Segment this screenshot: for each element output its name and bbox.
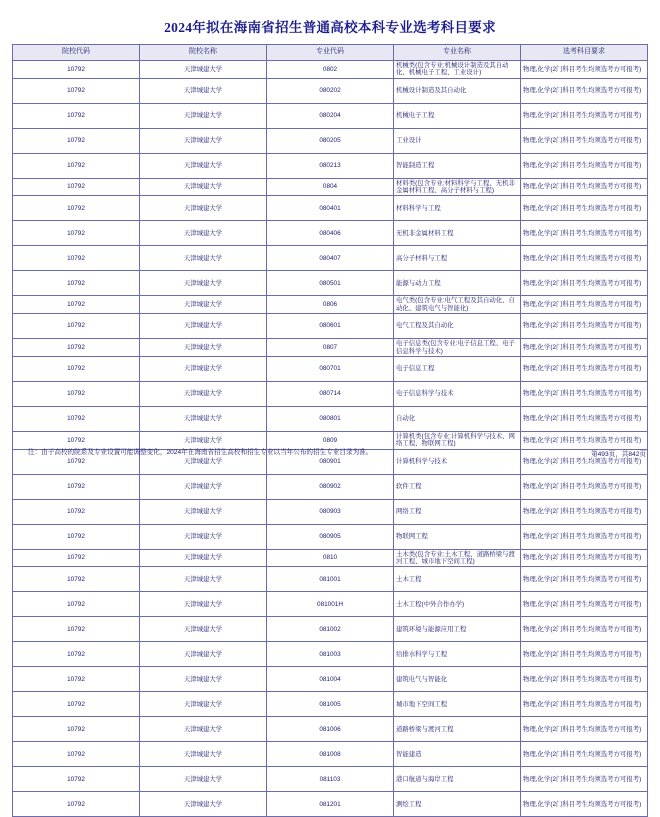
cell-major-name: 给排水科学与工程: [394, 642, 521, 667]
table-row: [13, 567, 648, 592]
cell-major-name: 电气工程及其自动化: [394, 314, 521, 339]
cell-major-code: 0802: [267, 61, 394, 79]
table-row: [13, 221, 648, 246]
cell-school-name: 天津城建大学: [140, 356, 267, 381]
cell-requirement: 物理,化学(2门科目考生均须选考方可报考): [521, 524, 648, 549]
cell-requirement: 物理,化学(2门科目考生均须选考方可报考): [521, 296, 648, 314]
cell-major-name: 能源与动力工程: [394, 271, 521, 296]
table-row: [13, 742, 648, 767]
cell-major-code: 080701: [267, 356, 394, 381]
cell-major-code: 080714: [267, 381, 394, 406]
cell-major-code: 080406: [267, 221, 394, 246]
cell-school-name: 天津城建大学: [140, 592, 267, 617]
cell-major-name: 物联网工程: [394, 524, 521, 549]
cell-major-name: 电子信息类(包含专业:电子信息工程、电子信息科学与技术): [394, 339, 521, 357]
table-row: [13, 474, 648, 499]
cell-school-name: 天津城建大学: [140, 449, 267, 474]
table-row: [13, 78, 648, 103]
cell-school-name: 天津城建大学: [140, 381, 267, 406]
cell-major-code: 080205: [267, 128, 394, 153]
cell-requirement: 物理,化学(2门科目考生均须选考方可报考): [521, 103, 648, 128]
cell-school-code: 10792: [13, 792, 140, 817]
page-title: 2024年拟在海南省招生普通高校本科专业选考科目要求: [164, 20, 496, 35]
cell-major-code: 080901: [267, 449, 394, 474]
cell-school-code: 10792: [13, 642, 140, 667]
cell-school-code: 10792: [13, 314, 140, 339]
cell-school-code: 10792: [13, 567, 140, 592]
cell-school-code: 10792: [13, 128, 140, 153]
table-row: [13, 617, 648, 642]
majors-table: [12, 44, 648, 817]
cell-school-name: 天津城建大学: [140, 246, 267, 271]
cell-major-code: 080601: [267, 314, 394, 339]
cell-major-name: 土木类(包含专业:土木工程、道路桥梁与渡河工程、城市地下空间工程): [394, 549, 521, 567]
col-major-code: 专业代码: [267, 45, 394, 61]
cell-school-name: 天津城建大学: [140, 549, 267, 567]
cell-major-code: 081001: [267, 567, 394, 592]
cell-major-name: 电子信息科学与技术: [394, 381, 521, 406]
table-row: [13, 356, 648, 381]
cell-requirement: 物理,化学(2门科目考生均须选考方可报考): [521, 742, 648, 767]
cell-major-name: 建筑环境与能源应用工程: [394, 617, 521, 642]
table-row: [13, 524, 648, 549]
cell-major-name: 机械设计制造及其自动化: [394, 78, 521, 103]
cell-requirement: 物理,化学(2门科目考生均须选考方可报考): [521, 406, 648, 431]
cell-major-name: 土木工程: [394, 567, 521, 592]
cell-major-name: 计算机类(包含专业:计算机科学与技术、网络工程、物联网工程): [394, 431, 521, 449]
cell-major-code: 080902: [267, 474, 394, 499]
cell-major-code: 081002: [267, 617, 394, 642]
table-row: [13, 642, 648, 667]
cell-school-code: 10792: [13, 742, 140, 767]
cell-school-code: 10792: [13, 692, 140, 717]
cell-school-name: 天津城建大学: [140, 339, 267, 357]
col-school-name: 院校名称: [140, 45, 267, 61]
cell-requirement: 物理,化学(2门科目考生均须选考方可报考): [521, 128, 648, 153]
table-row: [13, 767, 648, 792]
cell-school-name: 天津城建大学: [140, 499, 267, 524]
cell-requirement: 物理,化学(2门科目考生均须选考方可报考): [521, 431, 648, 449]
cell-school-code: 10792: [13, 196, 140, 221]
cell-requirement: 物理,化学(2门科目考生均须选考方可报考): [521, 474, 648, 499]
cell-school-name: 天津城建大学: [140, 567, 267, 592]
cell-major-code: 081006: [267, 717, 394, 742]
cell-requirement: 物理,化学(2门科目考生均须选考方可报考): [521, 61, 648, 79]
cell-requirement: 物理,化学(2门科目考生均须选考方可报考): [521, 153, 648, 178]
cell-school-name: 天津城建大学: [140, 524, 267, 549]
table-row: [13, 431, 648, 449]
cell-major-code: 0809: [267, 431, 394, 449]
table-row: [13, 153, 648, 178]
table-row: [13, 499, 648, 524]
cell-major-name: 电气类(包含专业:电气工程及其自动化、自动化、建筑电气与智能化): [394, 296, 521, 314]
cell-school-code: 10792: [13, 592, 140, 617]
table-row: [13, 246, 648, 271]
cell-school-name: 天津城建大学: [140, 692, 267, 717]
cell-school-name: 天津城建大学: [140, 717, 267, 742]
cell-major-name: 无机非金属材料工程: [394, 221, 521, 246]
table-row: [13, 128, 648, 153]
cell-school-code: 10792: [13, 449, 140, 474]
cell-school-name: 天津城建大学: [140, 431, 267, 449]
col-requirement: 选考科目要求: [521, 45, 648, 61]
table-row: [13, 792, 648, 817]
cell-requirement: 物理,化学(2门科目考生均须选考方可报考): [521, 667, 648, 692]
cell-requirement: 物理,化学(2门科目考生均须选考方可报考): [521, 246, 648, 271]
cell-major-name: 计算机科学与技术: [394, 449, 521, 474]
cell-school-name: 天津城建大学: [140, 792, 267, 817]
cell-school-code: 10792: [13, 767, 140, 792]
cell-school-code: 10792: [13, 296, 140, 314]
cell-school-name: 天津城建大学: [140, 667, 267, 692]
cell-school-code: 10792: [13, 499, 140, 524]
cell-school-name: 天津城建大学: [140, 314, 267, 339]
cell-school-code: 10792: [13, 221, 140, 246]
cell-major-name: 自动化: [394, 406, 521, 431]
table-row: [13, 196, 648, 221]
table-row: [13, 339, 648, 357]
cell-school-code: 10792: [13, 406, 140, 431]
cell-school-name: 天津城建大学: [140, 153, 267, 178]
cell-school-code: 10792: [13, 271, 140, 296]
cell-school-code: 10792: [13, 549, 140, 567]
cell-major-code: 080407: [267, 246, 394, 271]
cell-school-code: 10792: [13, 356, 140, 381]
cell-requirement: 物理,化学(2门科目考生均须选考方可报考): [521, 356, 648, 381]
cell-school-name: 天津城建大学: [140, 78, 267, 103]
cell-major-code: 080401: [267, 196, 394, 221]
cell-requirement: 物理,化学(2门科目考生均须选考方可报考): [521, 314, 648, 339]
cell-major-code: 081003: [267, 642, 394, 667]
cell-school-code: 10792: [13, 617, 140, 642]
cell-school-name: 天津城建大学: [140, 103, 267, 128]
cell-major-code: 080204: [267, 103, 394, 128]
cell-major-code: 0810: [267, 549, 394, 567]
cell-requirement: 物理,化学(2门科目考生均须选考方可报考): [521, 767, 648, 792]
cell-school-name: 天津城建大学: [140, 474, 267, 499]
cell-school-code: 10792: [13, 103, 140, 128]
cell-major-name: 电子信息工程: [394, 356, 521, 381]
cell-school-code: 10792: [13, 246, 140, 271]
table-row: [13, 296, 648, 314]
table-row: [13, 717, 648, 742]
cell-requirement: 物理,化学(2门科目考生均须选考方可报考): [521, 617, 648, 642]
cell-major-code: 080202: [267, 78, 394, 103]
cell-requirement: 物理,化学(2门科目考生均须选考方可报考): [521, 271, 648, 296]
table-row: [13, 61, 648, 79]
cell-school-name: 天津城建大学: [140, 767, 267, 792]
cell-major-code: 081005: [267, 692, 394, 717]
cell-school-code: 10792: [13, 667, 140, 692]
table-row: [13, 103, 648, 128]
cell-requirement: 物理,化学(2门科目考生均须选考方可报考): [521, 642, 648, 667]
cell-major-name: 城市地下空间工程: [394, 692, 521, 717]
cell-major-code: 080905: [267, 524, 394, 549]
cell-major-name: 材料类(包含专业:材料科学与工程、无机非金属材料工程、高分子材料与工程): [394, 178, 521, 196]
cell-major-name: 工业设计: [394, 128, 521, 153]
cell-major-name: 软件工程: [394, 474, 521, 499]
table-row: [13, 592, 648, 617]
col-school-code: 院校代码: [13, 45, 140, 61]
cell-requirement: 物理,化学(2门科目考生均须选考方可报考): [521, 499, 648, 524]
cell-school-name: 天津城建大学: [140, 642, 267, 667]
cell-major-name: 机械类(包含专业:机械设计制造及其自动化、机械电子工程、工业设计): [394, 61, 521, 79]
cell-major-name: 网络工程: [394, 499, 521, 524]
cell-requirement: 物理,化学(2门科目考生均须选考方可报考): [521, 339, 648, 357]
cell-major-name: 测绘工程: [394, 792, 521, 817]
cell-requirement: 物理,化学(2门科目考生均须选考方可报考): [521, 692, 648, 717]
cell-major-name: 土木工程(中外合作办学): [394, 592, 521, 617]
cell-requirement: 物理,化学(2门科目考生均须选考方可报考): [521, 178, 648, 196]
cell-school-name: 天津城建大学: [140, 196, 267, 221]
cell-major-code: 0804: [267, 178, 394, 196]
cell-requirement: 物理,化学(2门科目考生均须选考方可报考): [521, 717, 648, 742]
cell-school-name: 天津城建大学: [140, 178, 267, 196]
table-header: [13, 45, 648, 61]
footnote: 注：由于高校的院系及专业设置可能调整变化，2024年在海南省招生高校和招生专业以当年公布的招生专业目录为准。: [28, 449, 373, 457]
cell-major-name: 智能建造: [394, 742, 521, 767]
table-row: [13, 381, 648, 406]
cell-requirement: 物理,化学(2门科目考生均须选考方可报考): [521, 196, 648, 221]
header-row: [13, 45, 648, 61]
cell-major-code: 080801: [267, 406, 394, 431]
cell-school-name: 天津城建大学: [140, 221, 267, 246]
cell-major-code: 0807: [267, 339, 394, 357]
table-row: [13, 314, 648, 339]
cell-school-name: 天津城建大学: [140, 617, 267, 642]
cell-school-code: 10792: [13, 153, 140, 178]
cell-requirement: 物理,化学(2门科目考生均须选考方可报考): [521, 449, 648, 474]
cell-requirement: 物理,化学(2门科目考生均须选考方可报考): [521, 221, 648, 246]
cell-major-code: 081001H: [267, 592, 394, 617]
cell-school-name: 天津城建大学: [140, 296, 267, 314]
cell-major-code: 081004: [267, 667, 394, 692]
cell-major-name: 智能制造工程: [394, 153, 521, 178]
col-major-name: 专业名称: [394, 45, 521, 61]
cell-requirement: 物理,化学(2门科目考生均须选考方可报考): [521, 78, 648, 103]
cell-requirement: 物理,化学(2门科目考生均须选考方可报考): [521, 549, 648, 567]
cell-major-code: 080501: [267, 271, 394, 296]
cell-major-name: 材料科学与工程: [394, 196, 521, 221]
cell-major-code: 081008: [267, 742, 394, 767]
cell-school-code: 10792: [13, 474, 140, 499]
cell-major-name: 高分子材料与工程: [394, 246, 521, 271]
cell-school-code: 10792: [13, 339, 140, 357]
cell-school-code: 10792: [13, 717, 140, 742]
cell-school-code: 10792: [13, 381, 140, 406]
cell-school-name: 天津城建大学: [140, 61, 267, 79]
cell-school-name: 天津城建大学: [140, 128, 267, 153]
cell-major-name: 建筑电气与智能化: [394, 667, 521, 692]
cell-school-name: 天津城建大学: [140, 742, 267, 767]
cell-school-code: 10792: [13, 524, 140, 549]
cell-school-code: 10792: [13, 431, 140, 449]
table-row: [13, 692, 648, 717]
cell-school-code: 10792: [13, 61, 140, 79]
cell-requirement: 物理,化学(2门科目考生均须选考方可报考): [521, 592, 648, 617]
table-row: [13, 549, 648, 567]
table-row: [13, 178, 648, 196]
cell-major-code: 080903: [267, 499, 394, 524]
cell-school-name: 天津城建大学: [140, 406, 267, 431]
table-row: [13, 271, 648, 296]
cell-major-name: 港口航道与海岸工程: [394, 767, 521, 792]
page-number: 第493页，共842页: [591, 451, 646, 458]
cell-major-name: 机械电子工程: [394, 103, 521, 128]
cell-major-code: 081201: [267, 792, 394, 817]
cell-requirement: 物理,化学(2门科目考生均须选考方可报考): [521, 792, 648, 817]
cell-school-code: 10792: [13, 178, 140, 196]
table-row: [13, 667, 648, 692]
cell-requirement: 物理,化学(2门科目考生均须选考方可报考): [521, 567, 648, 592]
table-body: [13, 61, 648, 817]
cell-major-name: 道路桥梁与渡河工程: [394, 717, 521, 742]
cell-major-code: 0806: [267, 296, 394, 314]
table-row: [13, 406, 648, 431]
cell-major-code: 080213: [267, 153, 394, 178]
cell-requirement: 物理,化学(2门科目考生均须选考方可报考): [521, 381, 648, 406]
cell-school-name: 天津城建大学: [140, 271, 267, 296]
cell-school-code: 10792: [13, 78, 140, 103]
cell-major-code: 081103: [267, 767, 394, 792]
